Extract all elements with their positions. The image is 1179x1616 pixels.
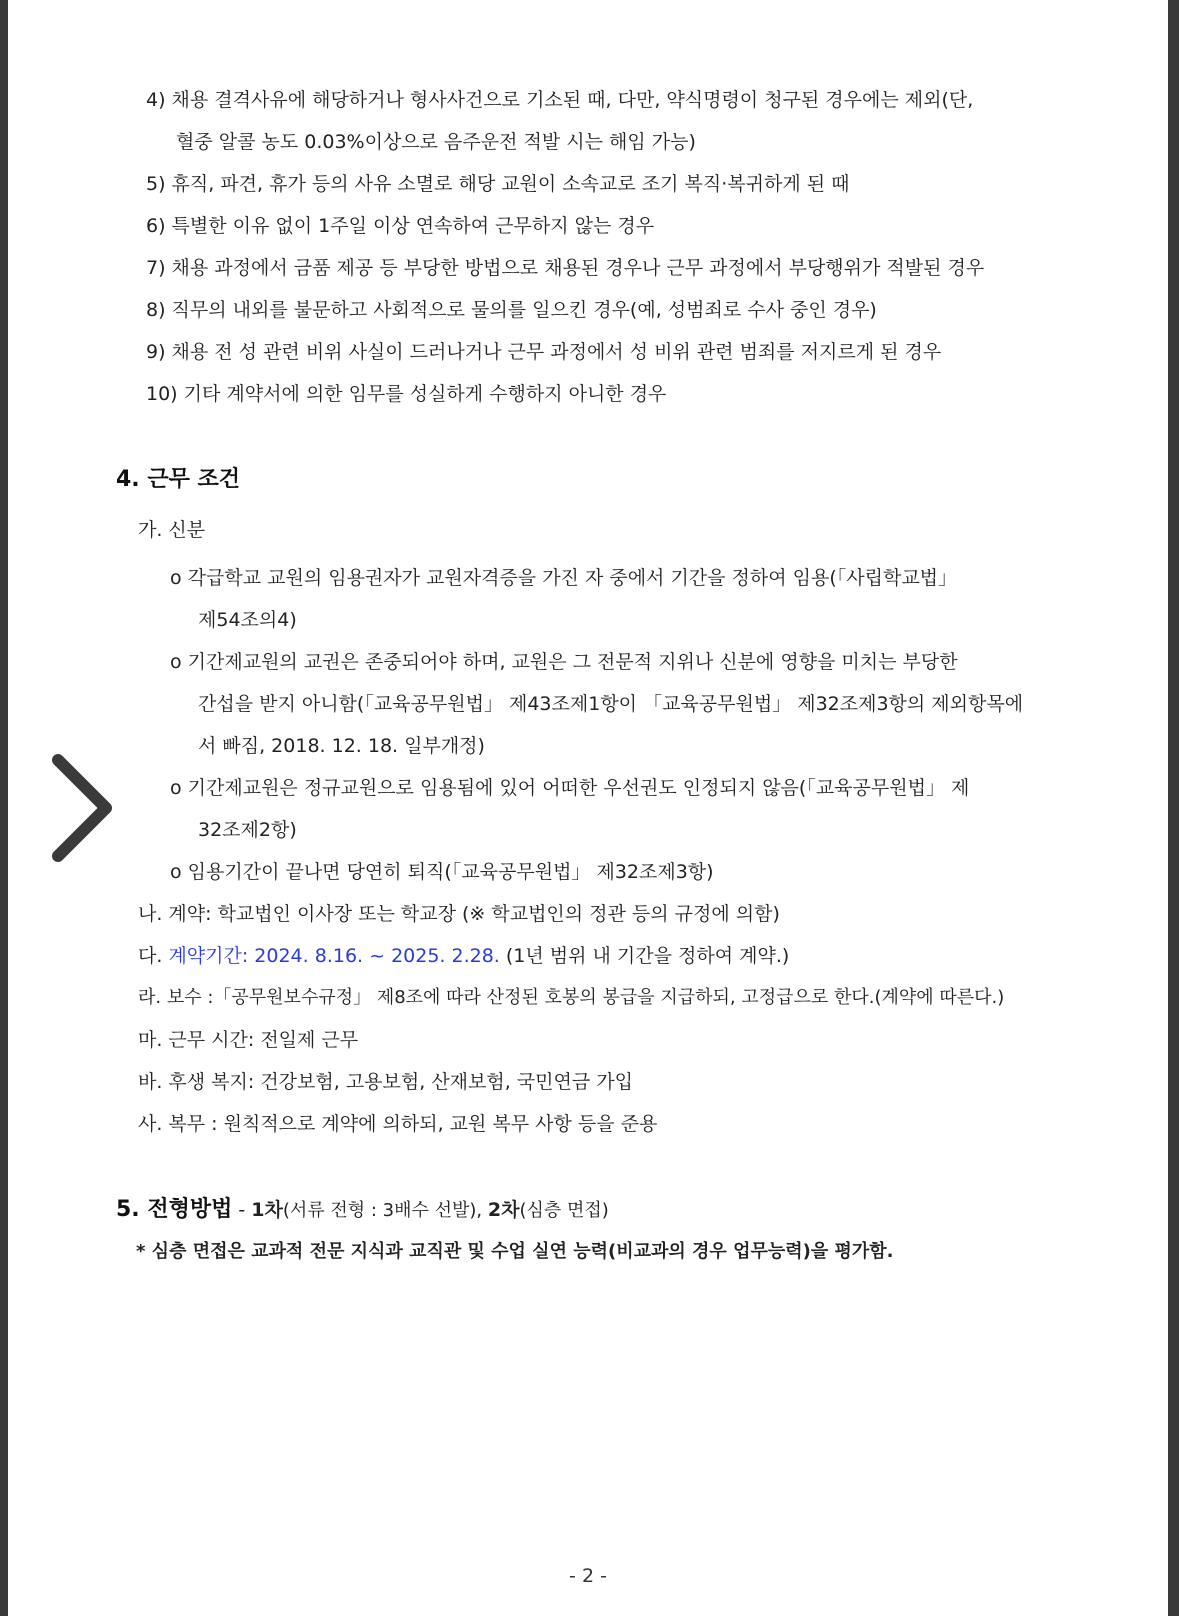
subsection-da <box>138 942 789 970</box>
list-item: 9) 채용 전 성 관련 비위 사실이 드러나거나 근무 과정에서 성 비위 관련 범죄를 저지르게 된 경우 <box>146 341 942 363</box>
subsection-ma: 마. 근무 시간: 전일제 근무 <box>138 1029 359 1051</box>
bullet-continuation: 간섭을 받지 아니함(「교육공무원법」 제43조제1항이 「교육공무원법」 제32조제3항의 제외항목에 <box>198 693 1024 715</box>
list-item: 10) 기타 계약서에 의한 임무를 성실하게 수행하지 아니한 경우 <box>146 383 667 405</box>
second-stage-desc: (심층 면접) <box>519 1200 609 1221</box>
document-page <box>8 0 1168 1616</box>
bullet-item: o 기간제교원은 정규교원으로 임용됨에 있어 어떠한 우선권도 인정되지 않음(「교육공무원법」 제 <box>170 777 970 799</box>
subsection-da-prefix: 다. <box>138 945 169 967</box>
first-stage-label: 1차 <box>251 1199 283 1221</box>
bullet-item: o 각급학교 교원의 임용권자가 교원자격증을 가진 자 중에서 기간을 정하여 임용(「사립학교법」 <box>170 567 958 589</box>
section-5-title: 5. 전형방법 <box>116 1197 233 1222</box>
bullet-item: o 임용기간이 끝나면 당연히 퇴직(「교육공무원법」 제32조제3항) <box>170 861 714 883</box>
chevron-right-icon[interactable] <box>50 752 120 864</box>
subsection-na: 나. 계약: 학교법인 이사장 또는 학교장 (※ 학교법인의 정관 등의 규정에 의함) <box>138 903 780 925</box>
page-number: - 2 - <box>569 1565 607 1587</box>
second-stage-label: 2차 <box>487 1199 520 1221</box>
subsection-sa: 사. 복무 : 원칙적으로 계약에 의하되, 교원 복무 사항 등을 준용 <box>138 1113 658 1135</box>
interview-note: * 심층 면접은 교과적 전문 지식과 교직관 및 수업 실연 능력(비교과의 경우 업무능력)을 평가함. <box>136 1241 894 1262</box>
list-item: 8) 직무의 내외를 불문하고 사회적으로 물의를 일으킨 경우(예, 성범죄로 수사 중인 경우) <box>146 299 877 321</box>
subsection-ga: 가. 신분 <box>138 519 206 541</box>
contract-period: 계약기간: 2024. 8.16. ~ 2025. 2.28. <box>168 945 500 967</box>
bullet-continuation: 32조제2항) <box>198 819 297 841</box>
list-item: 4) 채용 결격사유에 해당하거나 형사사건으로 기소된 때, 다만, 약식명령이 청구된 경우에는 제외(단, <box>146 89 974 111</box>
list-item: 6) 특별한 이유 없이 1주일 이상 연속하여 근무하지 않는 경우 <box>146 215 655 237</box>
list-item: 5) 휴직, 파견, 휴가 등의 사유 소멸로 해당 교원이 소속교로 조기 복직·복귀하게 된 때 <box>146 173 850 195</box>
first-stage-desc: (서류 전형 : 3배수 선발), <box>282 1200 488 1221</box>
section-5-dash: - <box>232 1199 252 1221</box>
bullet-item: o 기간제교원의 교권은 존중되어야 하며, 교원은 그 전문적 지위나 신분에 영향을 미치는 부당한 <box>170 651 958 673</box>
list-item-continuation: 혈중 알콜 농도 0.03%이상으로 음주운전 적발 시는 해임 가능) <box>176 131 696 153</box>
subsection-ra: 라. 보수 :「공무원보수규정」 제8조에 따라 산정된 호봉의 봉급을 지급하되, 고정급으로 한다.(계약에 따른다.) <box>138 987 1005 1008</box>
list-item: 7) 채용 과정에서 금품 제공 등 부당한 방법으로 채용된 경우나 근무 과정에서 부당행위가 적발된 경우 <box>146 257 985 279</box>
section-heading-5 <box>116 1196 609 1225</box>
section-heading-4: 4. 근무 조건 <box>116 467 240 492</box>
subsection-ba: 바. 후생 복지: 건강보험, 고용보험, 산재보험, 국민연금 가입 <box>138 1071 633 1093</box>
bullet-continuation: 제54조의4) <box>198 609 297 631</box>
bullet-continuation: 서 빠짐, 2018. 12. 18. 일부개정) <box>198 735 485 757</box>
contract-period-note: (1년 범위 내 기간을 정하여 계약.) <box>499 945 790 967</box>
